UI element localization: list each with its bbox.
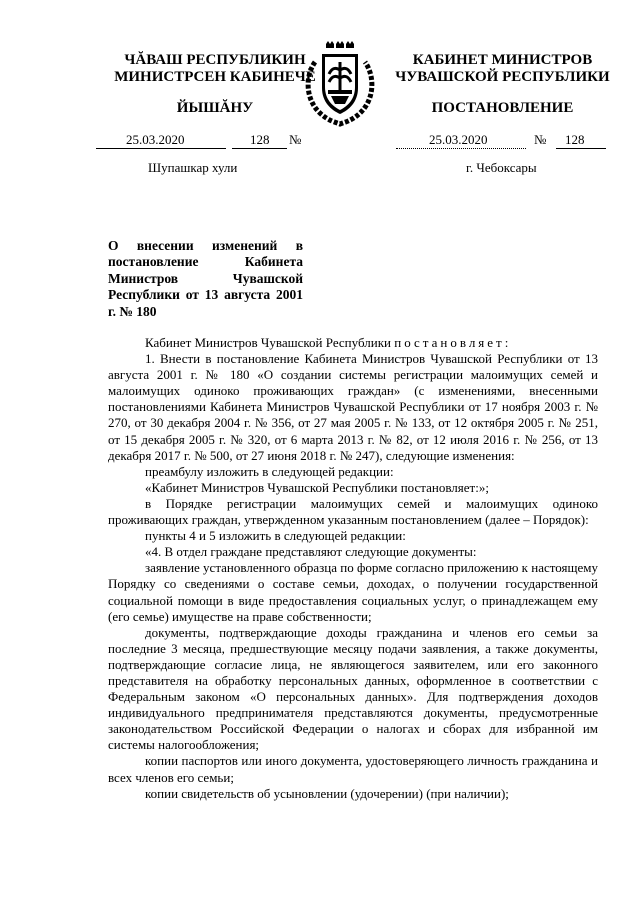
left-header-line2: МИНИСТРСЕН КАБИНЕЧĚ bbox=[114, 69, 316, 85]
left-number-underline bbox=[232, 148, 287, 149]
body-paragraph: копии паспортов или иного документа, удостоверяющего личность гражданина и всех членов его семьи; bbox=[108, 753, 598, 785]
left-number-sign: № bbox=[289, 132, 302, 147]
left-date: 25.03.2020 bbox=[126, 132, 185, 147]
body-paragraph: «4. В отдел граждане представляют следующие документы: bbox=[145, 544, 477, 560]
right-header-line2: ЧУВАШСКОЙ РЕСПУБЛИКИ bbox=[395, 69, 610, 85]
body-paragraph: «Кабинет Министров Чувашской Республики постановляет:»; bbox=[145, 479, 489, 495]
intro-verb: постановляет: bbox=[394, 335, 512, 350]
body-paragraph: копии свидетельств об усыновлении (удочерении) (при наличии); bbox=[145, 785, 509, 801]
body-paragraph: 1. Внести в постановление Кабинета Министров Чувашской Республики от 13 августа 2001 г. № 180 «О создании системы регистрации малоимущих семей и малоимущих одиноко проживающих граждан» (с изменениями, внесенными постановлениями Кабинета Министров Чувашской Республики от 17 ноября 2003 г. № 270, от 30 декабря 2004 г. № 356, от 27 мая 2005 г. № 133, от 12 октября 2005 г. № 251, от 15 декабря 2005 г. № 320, от 6 марта 2013 г. № 82, от 12 июля 2016 г. № 256, от 13 декабря 2017 г. № 500, от 27 июня 2018 г. № 247), следующие изменения: bbox=[108, 351, 598, 463]
document-title: О внесении изменений в постановление Кабинета Министров Чувашской Республики от 13 августа 2001 г. № 180 bbox=[108, 238, 303, 319]
body-paragraph: документы, подтверждающие доходы гражданина и членов его семьи за последние 3 месяца, предшествующие месяцу подачи заявления, а также документы, подтверждающие согласие лица, не являющегося заявителем, или его законного представителя на обработку персональных данных, оформленное в соответствии с Федеральным законом «О персональных данных». Для подтверждения доходов индивидуального предпринимателя представляются документы, предусмотренные законодательством Российской Федерации о налогах и сборах для избранной им системы налогообложения; bbox=[108, 624, 598, 753]
left-city: Шупашкар хули bbox=[148, 160, 238, 175]
right-header-line1: КАБИНЕТ МИНИСТРОВ bbox=[412, 52, 593, 68]
right-date-underline bbox=[396, 148, 526, 149]
intro-prefix: Кабинет Министров Чувашской Республики bbox=[145, 335, 391, 350]
body-paragraph: преамбулу изложить в следующей редакции: bbox=[145, 463, 394, 479]
intro-paragraph bbox=[108, 335, 598, 351]
body-paragraph: пункты 4 и 5 изложить в следующей редакции: bbox=[145, 528, 406, 544]
right-date: 25.03.2020 bbox=[429, 132, 488, 147]
body-paragraph: в Порядке регистрации малоимущих семей и малоимущих одиноко проживающих граждан, утвержденном указанным постановлением (далее – Порядок): bbox=[108, 495, 598, 528]
right-city: г. Чебоксары bbox=[466, 160, 537, 175]
left-number: 128 bbox=[250, 132, 270, 147]
document-body bbox=[108, 335, 598, 802]
left-date-underline bbox=[96, 148, 226, 149]
right-number-sign: № bbox=[534, 132, 547, 147]
chuvash-coat-of-arms-icon bbox=[301, 40, 379, 128]
right-number: 128 bbox=[565, 132, 585, 147]
left-doc-type: ЙЫШĂНУ bbox=[176, 100, 254, 116]
left-header-line1: ЧĂВАШ РЕСПУБЛИКИН bbox=[124, 52, 306, 68]
right-doc-type: ПОСТАНОВЛЕНИЕ bbox=[431, 100, 574, 116]
right-number-underline bbox=[556, 148, 606, 149]
body-paragraph: заявление установленного образца по форме согласно приложению к настоящему Порядку со сведениями о составе семьи, доходах, о получении государственной социальной помощи в виде предоставления социальных услуг, о принадлежащем ему (его семье) имуществе на праве собственности; bbox=[108, 560, 598, 624]
